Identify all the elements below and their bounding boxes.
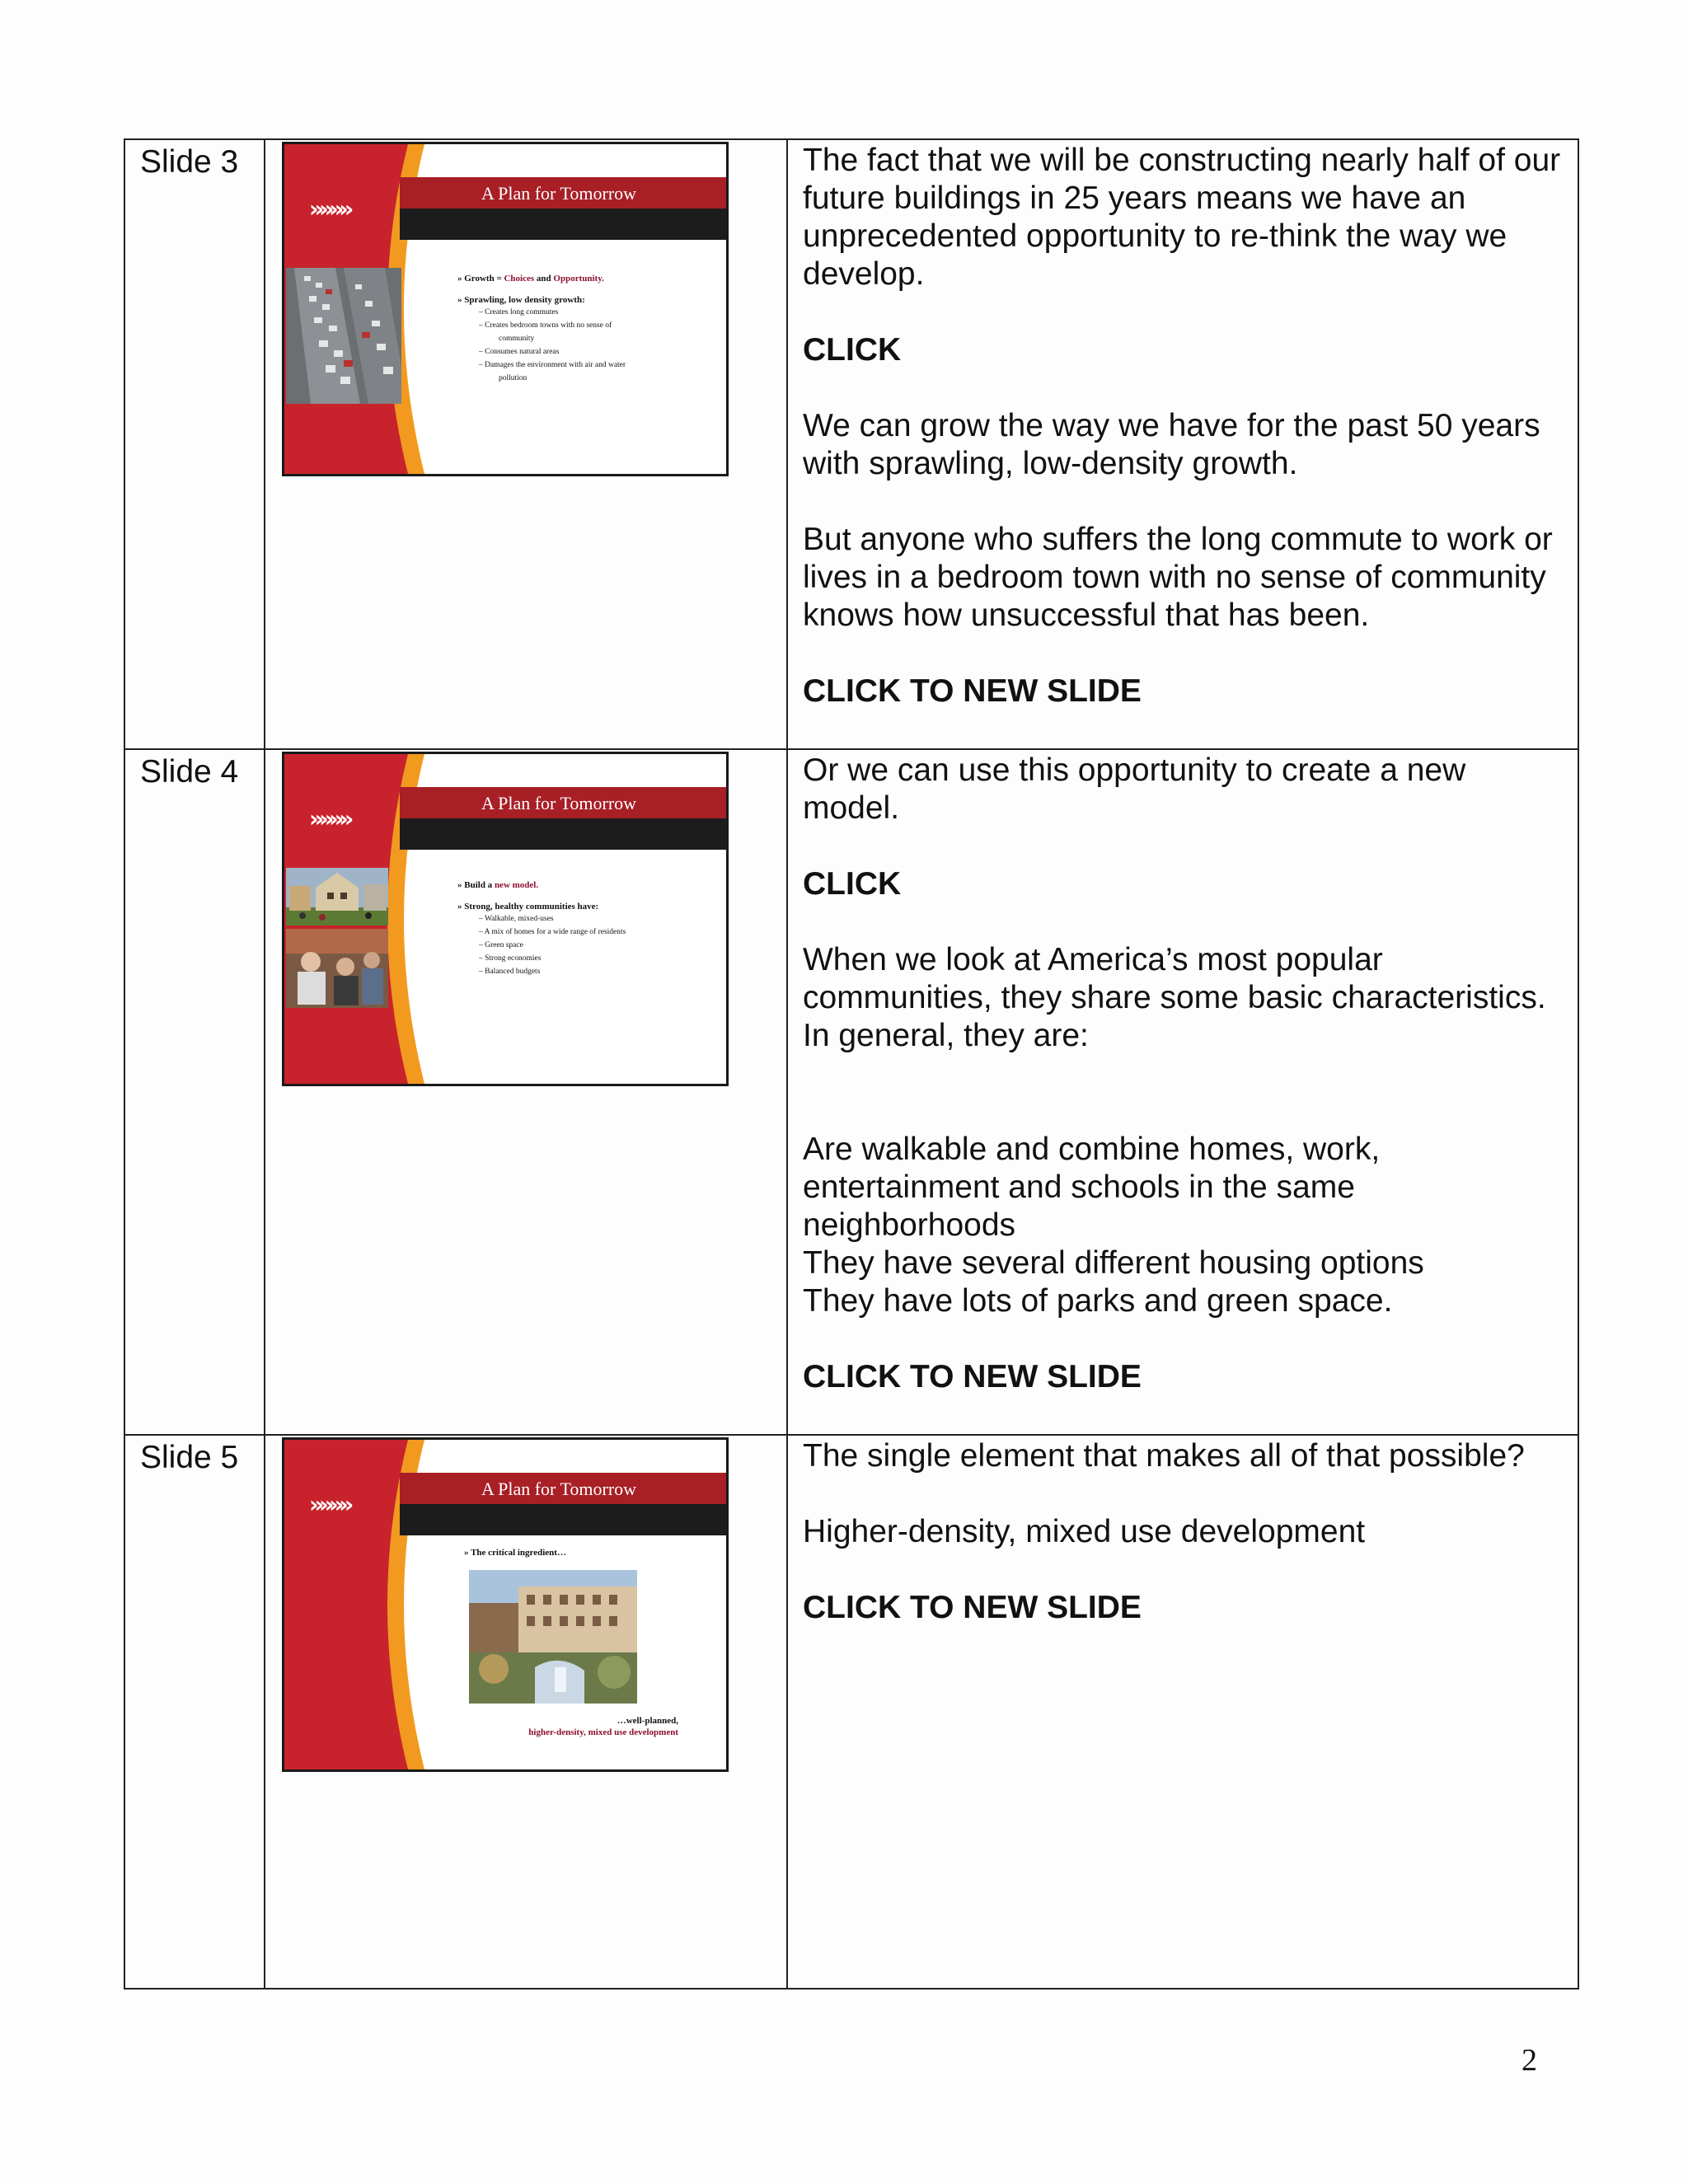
slide-label: Slide 4 [140,754,239,790]
mixed-use-development-photo [469,1570,637,1704]
slide-caption: …well-planned, higher-density, mixed use development [528,1716,678,1737]
slide-label-cell [124,1435,265,1989]
slide-bullets: » Growth = Choices and Opportunity. » Sprawling, low density growth: – Creates long commutes – Creates bedroom towns with no sense of community – Consumes natural areas – Damages the environment with air and water pollution [457,273,705,385]
chevrons-icon: »»»» [309,195,349,223]
table-row [124,1435,1578,1989]
slide-label-cell [124,749,265,1435]
slide-thumbnail [282,752,729,1086]
slide-label: Slide 3 [140,144,239,180]
table-row [124,139,1578,749]
slide-notes-table [124,138,1579,1990]
slide-label: Slide 5 [140,1440,239,1475]
speaker-notes: Or we can use this opportunity to create a new model. CLICK When we look at America’s most popular communities, they share some basic characteristics. In general, they are: Are walkable and combine homes, work, entertainment and schools in the same neighborhoods They have several different housing options They have lots of parks and green space. CLICK TO NEW SLIDE [803,752,1546,1394]
table-row [124,749,1578,1435]
people-photo [286,929,388,1008]
page-number: 2 [1522,2043,1537,2078]
slide-thumbnail-cell [265,1435,787,1989]
chevrons-icon: »»»» [309,1491,349,1518]
slide-thumbnail-cell [265,749,787,1435]
speaker-notes-cell [787,1435,1578,1989]
chevrons-icon: »»»» [309,805,349,832]
houses-photo [286,868,388,926]
speaker-notes: The single element that makes all of that possible? Higher-density, mixed use development CLICK TO NEW SLIDE [803,1438,1525,1625]
slide-bullets: » The critical ingredient… [464,1547,678,1568]
slide-thumbnail [282,1437,729,1772]
speaker-notes: The fact that we will be constructing nearly half of our future buildings in 25 years means we have an unprecedented opportunity to re-think the way we develop. CLICK We can grow the way we have for the past 50 years with sprawling, low-density growth. But anyone who suffers the long commute to work or lives in a bedroom town with no sense of community knows how unsuccessful that has been. CLICK TO NEW SLIDE [803,143,1561,709]
speaker-notes-cell [787,139,1578,749]
slide-thumbnail [282,142,729,476]
traffic-photo [286,268,401,404]
slide-thumbnail-cell [265,139,787,749]
slide-label-cell [124,139,265,749]
slide-title: A Plan for Tomorrow [481,1479,637,1499]
slide-bullets: » Build a new model. » Strong, healthy communities have: – Walkable, mixed-uses – A mix of homes for a wide range of residents – Green space – Strong economies – Balanced budgets [457,879,705,978]
slide-title: A Plan for Tomorrow [481,183,637,204]
slide-title: A Plan for Tomorrow [481,793,637,813]
speaker-notes-cell [787,749,1578,1435]
